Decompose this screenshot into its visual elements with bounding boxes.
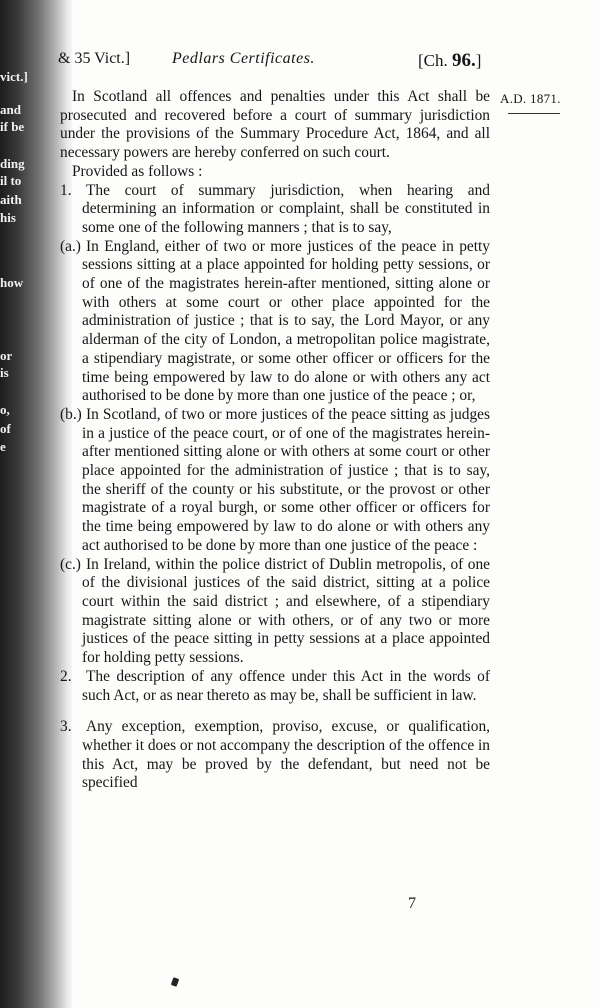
provision-letter: (c.) xyxy=(60,555,81,573)
body-text xyxy=(60,88,490,793)
margin-fragment: or xyxy=(0,348,13,363)
ink-speck xyxy=(171,977,179,987)
sidenote-rule xyxy=(508,113,560,114)
margin-fragment: il to xyxy=(0,173,22,188)
margin-fragment: ding xyxy=(0,156,25,171)
margin-fragment: aith xyxy=(0,192,22,207)
provision-letter: (b.) xyxy=(60,405,82,423)
provision-text: Any exception, exemption, proviso, excuse, or qualification, whether it does or not accompany the description of the offence in this Act, may be proved by the defendant, but need not be specified xyxy=(82,718,490,792)
provision-text: In Scotland, of two or more justices of the peace sitting as judges in a justice of the peace court, or of one of the magistrates herein-after mentioned sitting alone or with others at some court or other place appointed for the administration of justice ; that is to say, the sheriff of the county or his substitute, or the provost or other magistrate of a royal burgh, or some other officer or officers for the time being empowered by law to do alone or with others any act authorised to be done by more than one justice of the peace : xyxy=(82,405,490,554)
margin-fragment: if be xyxy=(0,119,25,134)
margin-fragment: o, xyxy=(0,402,10,417)
paragraph-scotland-offences: In Scotland all offences and penalties under this Act shall be prosecuted and recovered before a court of summary jurisdiction under the provisions of the Summary Procedure Act, 1864, and all necessary powers are hereby conferred on such court. xyxy=(60,88,490,162)
margin-fragment: e xyxy=(0,439,6,454)
margin-fragment: of xyxy=(0,421,11,436)
provision-letter: (a.) xyxy=(60,237,81,255)
provision-number: 2. xyxy=(60,667,72,685)
provision-c xyxy=(60,556,490,668)
margin-fragment: vict.] xyxy=(0,69,28,84)
margin-fragment: how xyxy=(0,275,24,290)
margin-fragment: is xyxy=(0,365,9,380)
provision-number: 3. xyxy=(60,718,72,736)
provision-3 xyxy=(60,718,490,793)
provision-number: 1. xyxy=(60,181,72,199)
provision-text: The court of summary jurisdiction, when hearing and determining an information or complaint, shall be constituted in some one of the following manners ; that is to say, xyxy=(82,181,490,236)
chapter-number xyxy=(418,50,481,74)
margin-fragment: his xyxy=(0,210,16,225)
provision-a xyxy=(60,238,490,406)
provision-text: In Ireland, within the police district of Dublin metropolis, of one of the divisional justices of the said district, sitting at a police court within the said district ; and elsewhere, of a stipendiary magistrate sitting alone or with others, or of any two or more justices of the peace sitting in petty sessions at a place appointed for holding petty sessions. xyxy=(82,555,490,667)
margin-fragment: and xyxy=(0,102,21,117)
page-number: 7 xyxy=(408,895,416,912)
provision-text: In England, either of two or more justices of the peace in petty sessions sitting at a place appointed for holding petty sessions, or of one of the magistrates herein-after mentioned, sitting alone or with others at some court or other place appointed for the administration of justice ; that is to say, the Lord Mayor, or any alderman of the city of London, a metropolitan police magistrate, a stipendiary magistrate, or some other officer or officers for the time being empowered by law to do alone or with others any act authorised to be done by more than one justice of the peace ; or, xyxy=(82,237,490,405)
provision-1 xyxy=(60,182,490,238)
chapter-suffix: ] xyxy=(475,51,482,70)
paragraph-provided: Provided as follows : xyxy=(72,162,203,180)
running-head-title: Pedlars Certificates. xyxy=(172,50,315,67)
provision-2 xyxy=(60,668,490,705)
provision-b xyxy=(60,406,490,556)
chapter-value: 96. xyxy=(452,50,476,71)
sidenote-year: A.D. 1871. xyxy=(500,91,561,106)
provision-text: The description of any offence under this Act in the words of such Act, or as near thereto as may be, shall be sufficient in law. xyxy=(82,667,490,704)
paragraph-gap xyxy=(60,705,490,718)
chapter-prefix: [Ch. xyxy=(418,51,448,70)
running-head-regnal-year: & 35 Vict.] xyxy=(58,50,131,67)
